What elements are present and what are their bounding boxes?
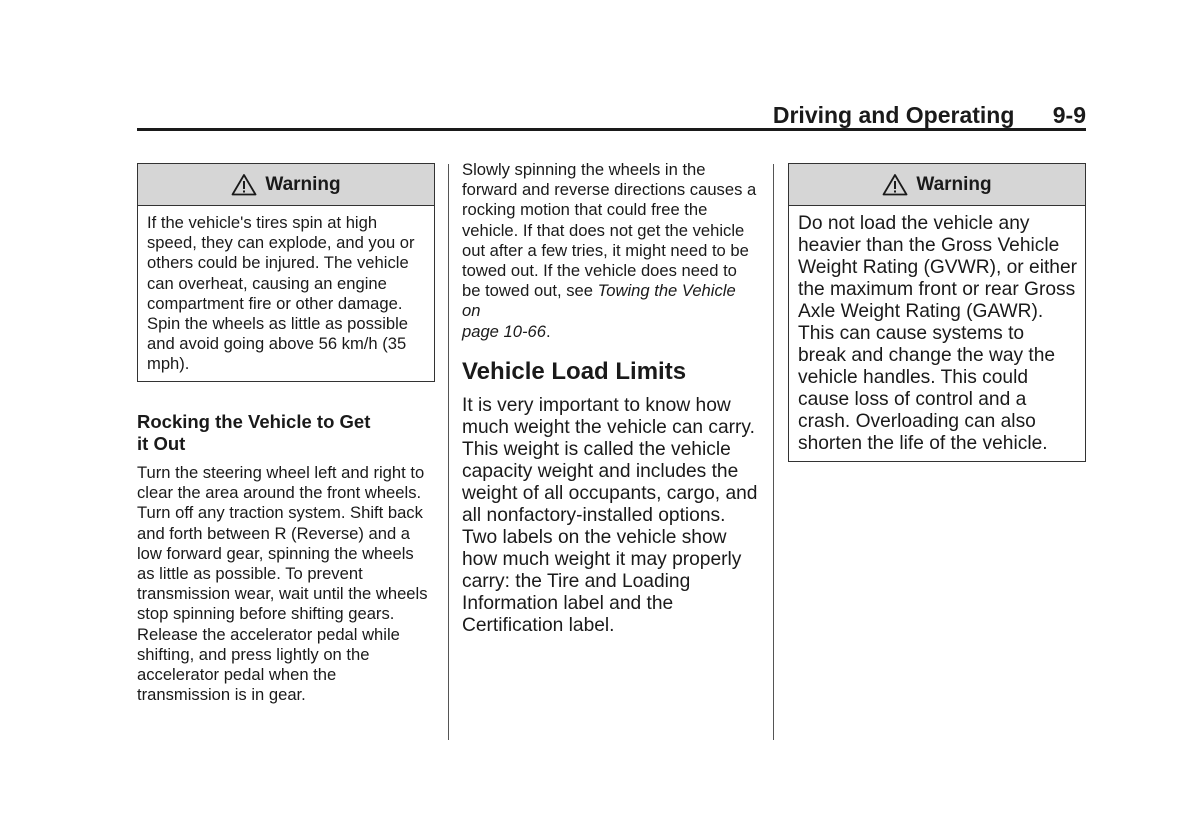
subheading-line-2: it Out bbox=[137, 433, 186, 454]
rocking-continued-text: Slowly spinning the wheels in the forward and reverse directions causes a rocking motion that could free the vehicle. If that does not get the vehicle out after a few tries, it might need to be towed out. If the vehicle does need to be towed out, see bbox=[462, 160, 757, 301]
header-rule bbox=[137, 128, 1086, 131]
warning-header bbox=[138, 164, 434, 206]
towing-reference-page: page 10-66 bbox=[462, 321, 546, 341]
load-limits-paragraph: It is very important to know how much weight the vehicle can carry. This weight is called the vehicle capacity weight and includes the weight of all occupants, cargo, and all nonfactory-installed options. Two labels on the vehicle show how much weight it may properly carry: the Tire and Loading Information label and the Certification label. bbox=[462, 395, 758, 636]
warning-box-spin bbox=[137, 163, 435, 382]
rocking-continued-paragraph bbox=[462, 160, 758, 342]
column-divider-left bbox=[448, 164, 449, 740]
page-header bbox=[137, 100, 1086, 132]
warning-header bbox=[789, 164, 1085, 206]
column-divider-right bbox=[773, 164, 774, 740]
section-title-load-limits: Vehicle Load Limits bbox=[462, 358, 687, 385]
warning-label: Warning bbox=[916, 173, 992, 195]
warning-label: Warning bbox=[265, 173, 341, 195]
header-title bbox=[773, 102, 1086, 129]
towing-reference-title: Towing the Vehicle on bbox=[462, 281, 736, 321]
rocking-paragraph: Turn the steering wheel left and right to clear the area around the front wheels. Turn off any traction system. Shift back and forth between R (Reverse) and a low forward gear, spinning the wheels as little as possible. To prevent transmission wear, wait until the wheels stop spinning before shifting gears. Release the accelerator pedal while shifting, and press lightly on the accelerator pedal when the transmission is in gear. bbox=[137, 463, 428, 705]
section-name: Driving and Operating bbox=[772, 102, 1015, 128]
subheading-line-1: Rocking the Vehicle to Get bbox=[137, 411, 371, 432]
warning-text: Do not load the vehicle any heavier than the Gross Vehicle Weight Rating (GVWR), or either the maximum front or rear Gross Axle Weight Rating (GAWR). This can cause systems to break and change the way the vehicle handles. This could cause loss of control and a crash. Overloading can also shorten the life of the vehicle. bbox=[798, 213, 1078, 454]
warning-text: If the vehicle's tires spin at high speed, they can explode, and you or others could be injured. The vehicle can overheat, causing an engine compartment fire or other damage. Spin the wheels as little as possible and avoid going above 56 km/h (35 mph). bbox=[147, 213, 415, 374]
subheading-rocking bbox=[137, 411, 437, 455]
reference-period: . bbox=[545, 321, 551, 341]
page-number: 9-9 bbox=[1052, 102, 1086, 128]
warning-triangle-icon bbox=[882, 173, 908, 196]
warning-triangle-icon bbox=[231, 173, 257, 196]
warning-box-load bbox=[788, 163, 1086, 462]
